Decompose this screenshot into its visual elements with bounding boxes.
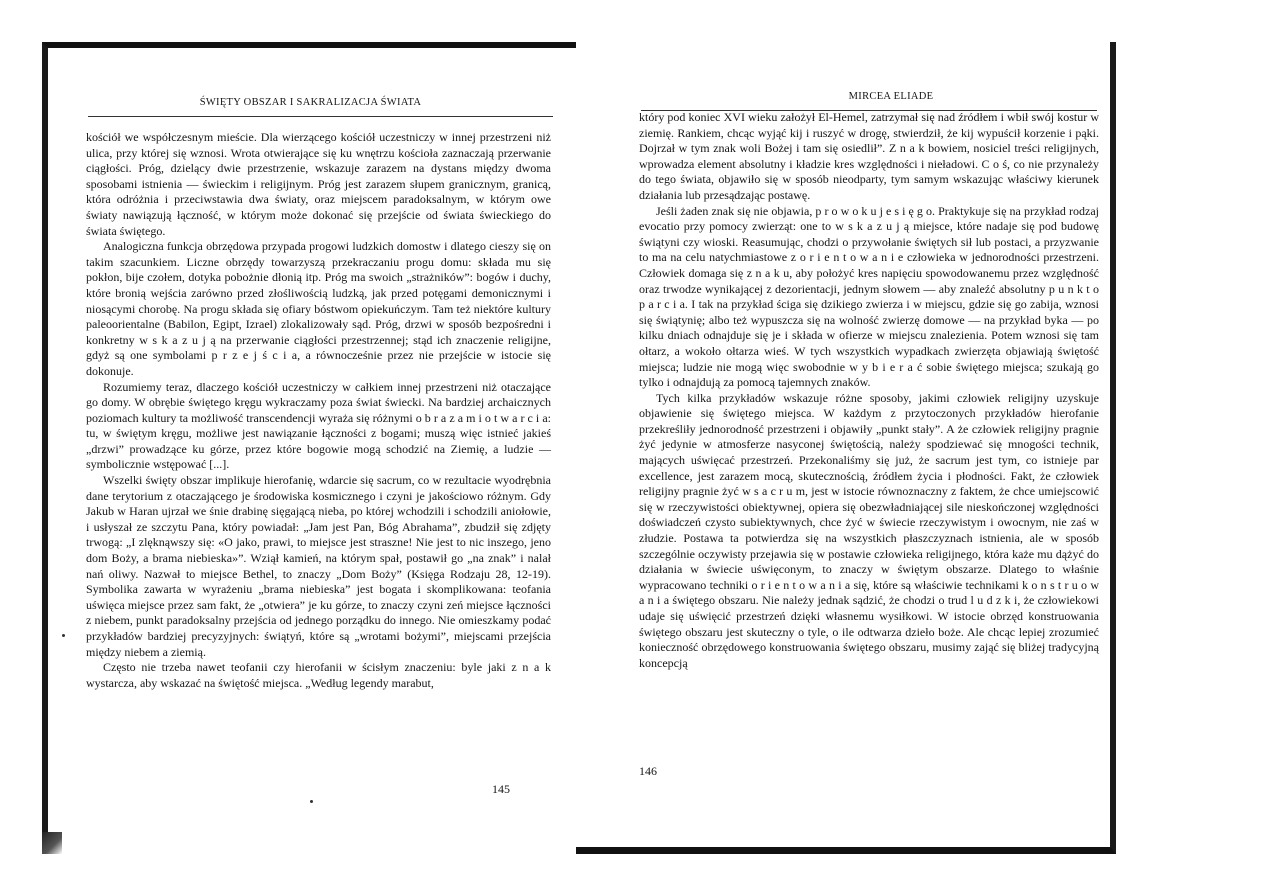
left-body-text: [86, 130, 551, 792]
left-paragraph-2: Analogiczna funkcja obrzędowa przypada progowi ludzkich domostw i dlatego cieszy się on takim szacunkiem. Liczne obrzędy towarzyszą przekraczaniu progu domu: składa mu się pokłon, bije czołem, dotyka pobożnie dłonią itp. Próg ma swoich „strażników”: bogów i duchy, które bronią wejścia zarówno przed złośliwością ludzką, jak przed potęgami demonicznymi i niosącymi chorobę. Na progu składa się ofiary bóstwom opiekuńczym. Tam też niektóre kultury paleoorientalne (Babilon, Egipt, Izrael) zlokalizowały sąd. Próg, drzwi w sposób bezpośredni i konkretny w s k a z u j ą na przerwanie ciągłości przestrzennej; stąd ich znaczenie religijne, gdyż są one symbolami p r z e j ś c i a, a równocześnie przez nie przejście w istocie się dokonuje.: [86, 239, 551, 378]
scan-corner-shadow: [42, 832, 62, 854]
right-running-head: MIRCEA ELIADE: [848, 91, 934, 102]
left-paragraph-4: Wszelki święty obszar implikuje hierofanię, wdarcie się sacrum, co w rezultacie wyodrębnia dane terytorium z otaczającego je środowiska kosmicznego i czyni je jakościowo różnym. Gdy Jakub w Haran ujrzał we śnie drabinę sięgającą nieba, po której wchodzili i schodzili aniołowie, i usłyszał ze szczytu Pana, który powiadał: „Jam jest Pan, Bóg Abrahama”, zbudził się zdjęty trwogą: „I zlęknąwszy się: «O jako, prawi, to miejsce jest straszne! Nie jest to nic inszego, jeno dom Boży, a brama niebieska»”. Wziął kamień, na którym spał, postawił go „na znak” i nalał nań oliwy. Nazwał to miejsce Bethel, to znaczy „Dom Boży” (Księga Rodzaju 28, 12-19). Symbolika zawarta w wyrażeniu „brama niebieska” jest bogata i skomplikowana: teofania uświęca miejsce przez sam fakt, że „otwiera” je ku górze, to znaczy czyni zeń miejsce łączności z niebem, punkt paradoksalny przejścia od jednego porządku do innego. Nie omieszkamy podać przykładów bardziej precyzyjnych: świątyń, które są „wrotami bożymi”, miejscami przejścia między niebem a ziemią.: [86, 473, 551, 659]
left-page-number: 145: [492, 782, 510, 796]
right-page: [576, 42, 1116, 854]
left-running-head: ŚWIĘTY OBSZAR I SAKRALIZACJA ŚWIATA: [199, 97, 422, 108]
right-body-text: [639, 110, 1099, 800]
right-paragraph-2: Jeśli żaden znak się nie objawia, p r o w o k u j e s i ę g o. Praktykuje się na przykład rodzaj evocatio przy pomocy zwierząt: one to w s k a z u j ą miejsce, które nadaje się pod budowę świątyni czy wioski. Reasumując, chodzi o przywołanie świętych sił lub postaci, a przyzwanie to ma na celu natychmiastowe z o r i e n t o w a n i e człowieka w jednorodności przestrzeni. Człowiek domaga się z n a k u, aby położyć kres napięciu spowodowanemu przez względność oraz trwodze wynikającej z dezorientacji, jednym słowem — aby znaleźć absolutny p u n k t o p a r c i a. I tak na przykład ściga się dzikiego zwierza i w miejscu, gdzie się go zabija, wznosi się świątynię; albo też wypuszcza się na wolność zwierzę domowe — na przykład byka — po kilku dniach odnajduje się je i składa w ofierze w miejscu znalezienia. Potem wznosi się tam ołtarz, a wokoło ołtarza wieś. W tych wszystkich wypadkach zwierzęta objawiają świętość miejsca; ludzie nie mogą więc swobodnie w y b i e r a ć sobie świętego miejsca; szukają go tylko i odnajdują za pomocą tajemnych znaków.: [639, 203, 1099, 390]
right-paragraph-3: Tych kilka przykładów wskazuje różne sposoby, jakimi człowiek religijny uzyskuje objawienie się świętego miejsca. W każdym z przytoczonych przykładów hierofanie przekreśliły jednorodność przestrzeni i objawiły „punkt stały”. A że człowiek religijny pragnie żyć jedynie w atmosferze nasyconej świętością, należy spodziewać się mnogości technik, mających uświęcać przestrzeń. Przekonaliśmy się już, że sacrum jest tym, co istnieje par excellence, jest zarazem mocą, skutecznością, źródłem życia i płodności. Fakt, że człowiek religijny pragnie żyć w s a c r u m, jest w istocie równoznaczny z faktem, że chce umiejscowić się w rzeczywistości obiektywnej, opiera się obezwładniającej sile nieskończonej względności doświadczeń czysto subiektywnych, chce żyć w świecie rzeczywistym i owocnym, nie zaś w złudzie. Postawa ta potwierdza się na wszystkich płaszczyznach istnienia, ale w sposób szczególnie oczywisty przejawia się w postawie człowieka religijnego, która każe mu dążyć do działania w świecie uświęconym, to znaczy w świętym obszarze. Dlatego to właśnie wypracowano techniki o r i e n t o w a n i a się, które są właściwie technikami k o n s t r u o w a n i a świętego obszaru. Nie należy jednak sądzić, że chodzi o trud l u d z k i, że człowiekowi udaje się uświęcić przestrzeń dzięki własnemu wysiłkowi. W istocie obrzęd konstruowania świętego obszaru jest skuteczny o tyle, o ile odtwarza dzieło boże. Ale chcąc lepiej zrozumieć konieczność obrzędowego konstruowania świętego obszaru, musimy zająć się bliżej tradycyjną koncepcją: [639, 390, 1099, 670]
left-header-rule: [88, 116, 553, 117]
left-paragraph-5: Często nie trzeba nawet teofanii czy hierofanii w ścisłym znaczeniu: byle jaki z n a k wystarcza, aby wskazać na świętość miejsca. „Według legendy marabut,: [86, 660, 551, 690]
left-paragraph-1: kościół we współczesnym mieście. Dla wierzącego kościół uczestniczy w innej przestrzeni niż ulica, przy której się wznosi. Wrota otwierające się ku wnętrzu kościoła zaznaczają przerwanie ciągłości. Próg, dzielący dwie przestrzenie, wskazuje zarazem na dystans między dwoma sposobami istnienia — świeckim i religijnym. Próg jest zarazem słupem granicznym, granicą, która odróżnia i przeciwstawia dwa światy, oraz miejscem paradoksalnym, w którym owe światy nawiązują łączność, w którym może dokonać się przejście od świata świeckiego do świata świętego.: [86, 130, 551, 238]
margin-speck: [62, 634, 65, 637]
right-page-number: 146: [639, 764, 657, 778]
left-paragraph-3: Rozumiemy teraz, dlaczego kościół uczestniczy w całkiem innej przestrzeni niż otaczające go domy. W obrębie świętego kręgu wykraczamy poza świat świecki. Na bardziej archaicznych poziomach kultury ta możliwość transcendencji wyraża się różnymi o b r a z a m i o t w a r c i a: tu, w świętym kręgu, możliwe jest nawiązanie łączności z bogami; muszą więc istnieć jakieś „drzwi” prowadzące ku górze, przez które bogowie mogą schodzić na Ziemię, a ludzie — symbolicznie wstępować [...].: [86, 379, 551, 472]
bottom-speck: [310, 800, 313, 803]
left-page: [42, 42, 576, 853]
right-paragraph-1: który pod koniec XVI wieku założył El-Hemel, zatrzymał się nad źródłem i wbił swój kostur w ziemię. Rankiem, chcąc wyjąć kij i ruszyć w drogę, stwierdził, że kij wypuścił korzenie i pąki. Dojrzał w tym znak woli Bożej i tam się osiedlił”. Z n a k bowiem, nosiciel treści religijnych, wprowadza element absolutny i kładzie kres względności i nieładowi. C o ś, co nie przynależy do tego świata, objawiło się w sposób nieodparty, tym samym wskazując właściwy kierunek działania lub przesądzając postawę.: [639, 110, 1099, 202]
